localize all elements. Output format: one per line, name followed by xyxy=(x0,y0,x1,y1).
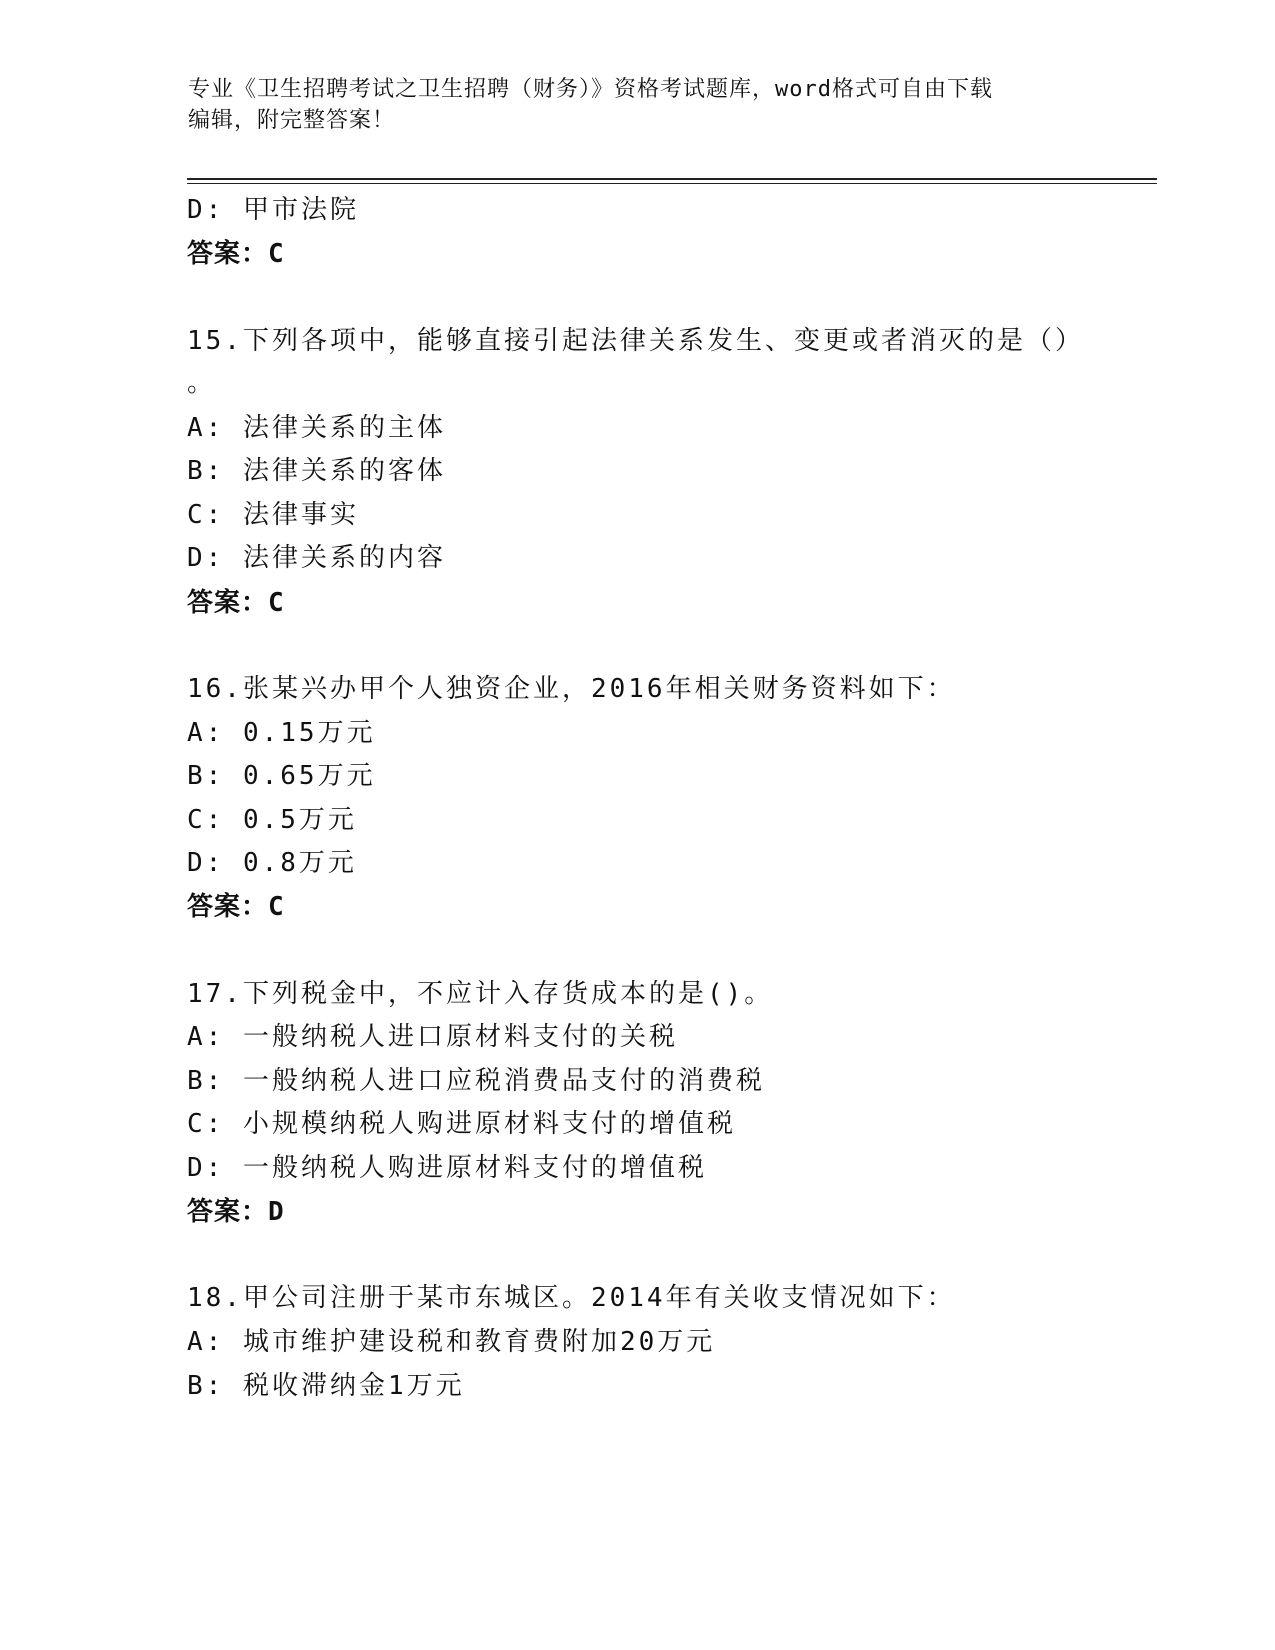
question-17-option-a: A: 一般纳税人进口原材料支付的关税 xyxy=(187,1022,678,1052)
question-17-option-b: B: 一般纳税人进口应税消费品支付的消费税 xyxy=(187,1066,765,1096)
document-header xyxy=(188,74,1088,136)
header-divider-thick xyxy=(187,178,1157,180)
question-15-option-c: C: 法律事实 xyxy=(187,500,359,530)
question-15-option-d: D: 法律关系的内容 xyxy=(187,543,446,573)
question-17-option-c: C: 小规模纳税人购进原材料支付的增值税 xyxy=(187,1109,736,1139)
question-17-stem: 17.下列税金中，不应计入存货成本的是()。 xyxy=(187,979,774,1009)
question-18-option-a: A: 城市维护建设税和教育费附加20万元 xyxy=(187,1327,716,1357)
header-title-line-2: 编辑，附完整答案！ xyxy=(188,108,396,133)
question-16-option-b: B: 0.65万元 xyxy=(187,761,376,791)
question-16-stem: 16.张某兴办甲个人独资企业，2016年相关财务资料如下： xyxy=(187,674,956,704)
question-17-answer: 答案：D xyxy=(187,1197,285,1227)
question-16-option-a: A: 0.15万元 xyxy=(187,718,376,748)
question-16-option-d: D: 0.8万元 xyxy=(187,848,357,878)
question-15-stem: 15.下列各项中，能够直接引起法律关系发生、变更或者消灭的是（） xyxy=(187,326,1084,356)
prev-question-answer: 答案：C xyxy=(187,239,285,269)
question-15-option-a: A: 法律关系的主体 xyxy=(187,413,446,443)
question-16-option-c: C: 0.5万元 xyxy=(187,805,357,835)
question-17-option-d: D: 一般纳税人购进原材料支付的增值税 xyxy=(187,1153,707,1183)
question-18-stem: 18.甲公司注册于某市东城区。2014年有关收支情况如下： xyxy=(187,1283,956,1313)
header-divider-thin xyxy=(187,183,1157,184)
prev-question-option-d: D: 甲市法院 xyxy=(187,195,359,225)
question-15-answer: 答案：C xyxy=(187,588,285,618)
header-title-line-1: 专业《卫生招聘考试之卫生招聘（财务）》资格考试题库，word格式可自由下载 xyxy=(188,77,993,102)
question-15-option-b: B: 法律关系的客体 xyxy=(187,456,446,486)
question-18-option-b: B: 税收滞纳金1万元 xyxy=(187,1371,465,1401)
question-16-answer: 答案：C xyxy=(187,892,285,922)
question-15-stem-continuation: 。 xyxy=(187,368,217,398)
